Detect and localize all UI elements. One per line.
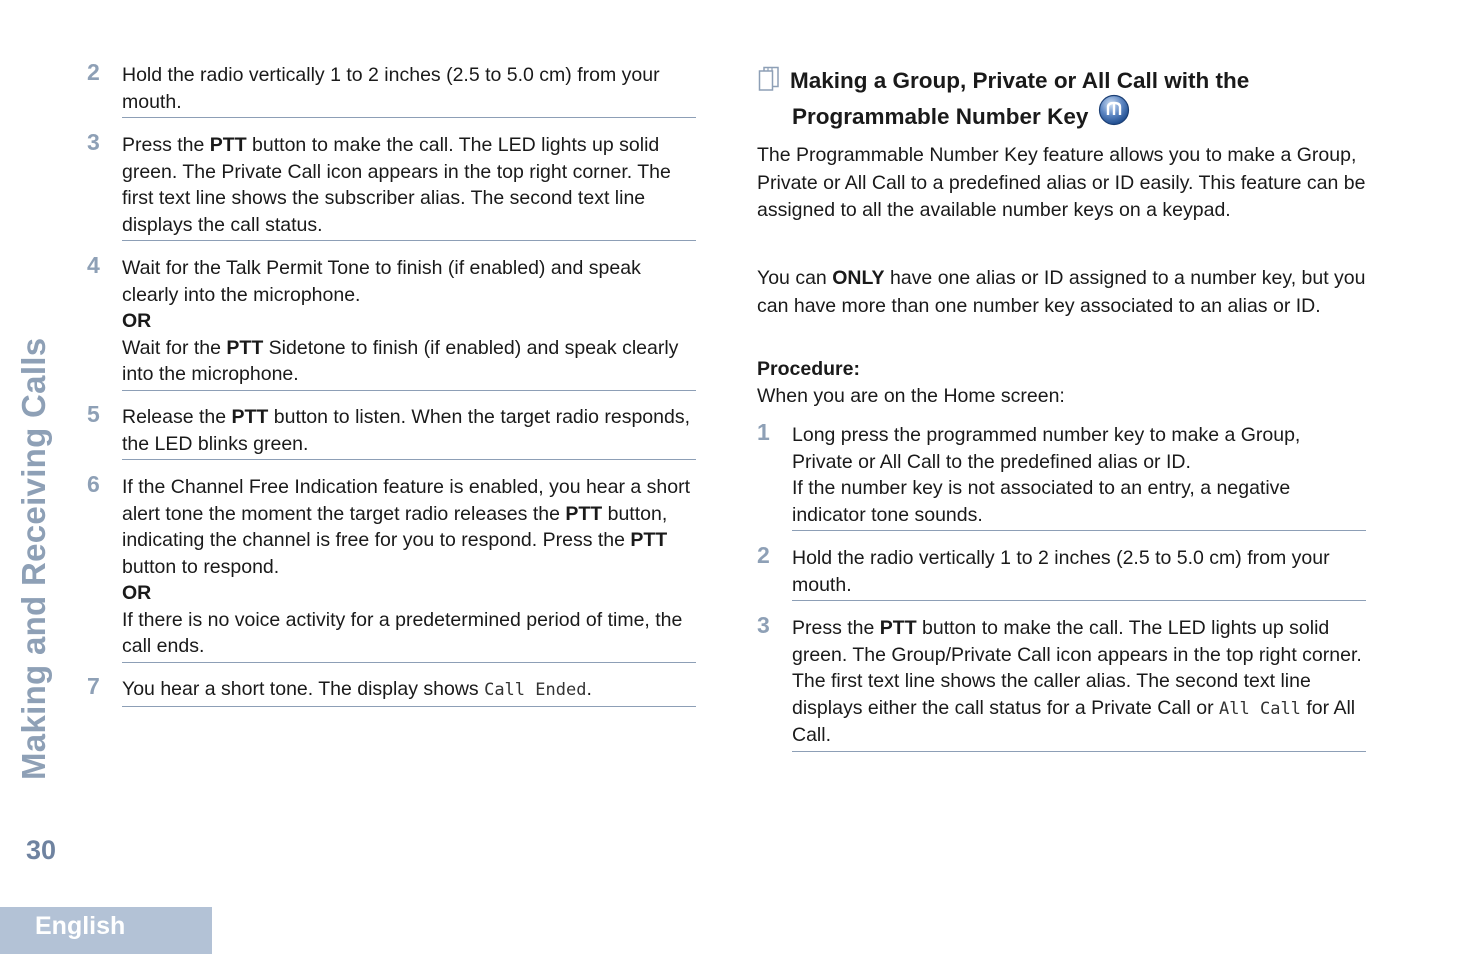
step-number: 3 xyxy=(757,612,770,638)
step-text: You hear a short tone. The display shows Call Ended. xyxy=(122,676,696,707)
step-item xyxy=(87,673,697,707)
language-label: English xyxy=(35,912,126,940)
step-item xyxy=(87,252,697,391)
language-tab xyxy=(0,907,212,954)
step-item xyxy=(757,542,1367,601)
step-item xyxy=(87,471,697,663)
heading-line-1: Making a Group, Private or All Call with the xyxy=(790,68,1250,93)
step-text: Press the PTT button to make the call. The LED lights up solid green. The Private Call icon appears in the top right corner. The first text line shows the subscriber alias. The second text line displays the call status. xyxy=(122,132,696,241)
step-number: 3 xyxy=(87,129,100,155)
chapter-title: Making and Receiving Calls xyxy=(15,337,52,780)
step-text: Hold the radio vertically 1 to 2 inches (2.5 to 5.0 cm) from your mouth. xyxy=(792,545,1366,601)
page-number: 30 xyxy=(26,835,57,865)
step-number: 4 xyxy=(87,252,100,278)
step-item xyxy=(87,59,697,118)
note-paragraph: You can ONLY have one alias or ID assigned to a number key, but you can have more than one number key associated to an alias or ID. xyxy=(757,267,1366,317)
step-text: Long press the programmed number key to make a Group, Private or All Call to the predefined alias or ID. If the number key is not associated to an entry, a negative indicator tone sounds. xyxy=(792,422,1366,531)
procedure-context: When you are on the Home screen: xyxy=(757,385,1065,407)
heading-line-2-text: Programmable Number Key xyxy=(792,104,1089,129)
step-item xyxy=(87,129,697,241)
document-icon xyxy=(758,66,780,103)
step-text: Wait for the Talk Permit Tone to finish (if enabled) and speak clearly into the microphone. OR Wait for the PTT Sidetone to finish (if enabled) and speak clearly into the microphone. xyxy=(122,255,696,391)
heading-line-2 xyxy=(792,99,1130,137)
step-item xyxy=(757,612,1367,752)
step-text: Release the PTT button to listen. When the target radio responds, the LED blinks green. xyxy=(122,404,696,460)
step-item xyxy=(757,419,1367,531)
step-number: 1 xyxy=(757,419,770,445)
step-text: Press the PTT button to make the call. The LED lights up solid green. The Group/Private Call icon appears in the top right corner. The first text line shows the caller alias. The second text line displays either the call status for a Private Call or All Call for All Call. xyxy=(792,615,1366,752)
intro-paragraph: The Programmable Number Key feature allows you to make a Group, Private or All Call to a predefined alias or ID easily. This feature can be assigned to all the available number keys on a keypad. xyxy=(757,144,1366,221)
step-number: 2 xyxy=(87,59,100,85)
step-item xyxy=(87,401,697,460)
programmable-key-icon xyxy=(1098,94,1130,137)
step-number: 7 xyxy=(87,673,100,699)
step-number: 6 xyxy=(87,471,100,497)
step-text: Hold the radio vertically 1 to 2 inches (2.5 to 5.0 cm) from your mouth. xyxy=(122,62,696,118)
step-number: 5 xyxy=(87,401,100,427)
step-number: 2 xyxy=(757,542,770,568)
procedure-label: Procedure: xyxy=(757,358,860,380)
step-text: If the Channel Free Indication feature is enabled, you hear a short alert tone the moment the target radio releases the PTT button, indicating the channel is free for you to respond. Press the PTT button to respond. OR If there is no voice activity for a predetermined period of time, the call ends. xyxy=(122,474,696,663)
